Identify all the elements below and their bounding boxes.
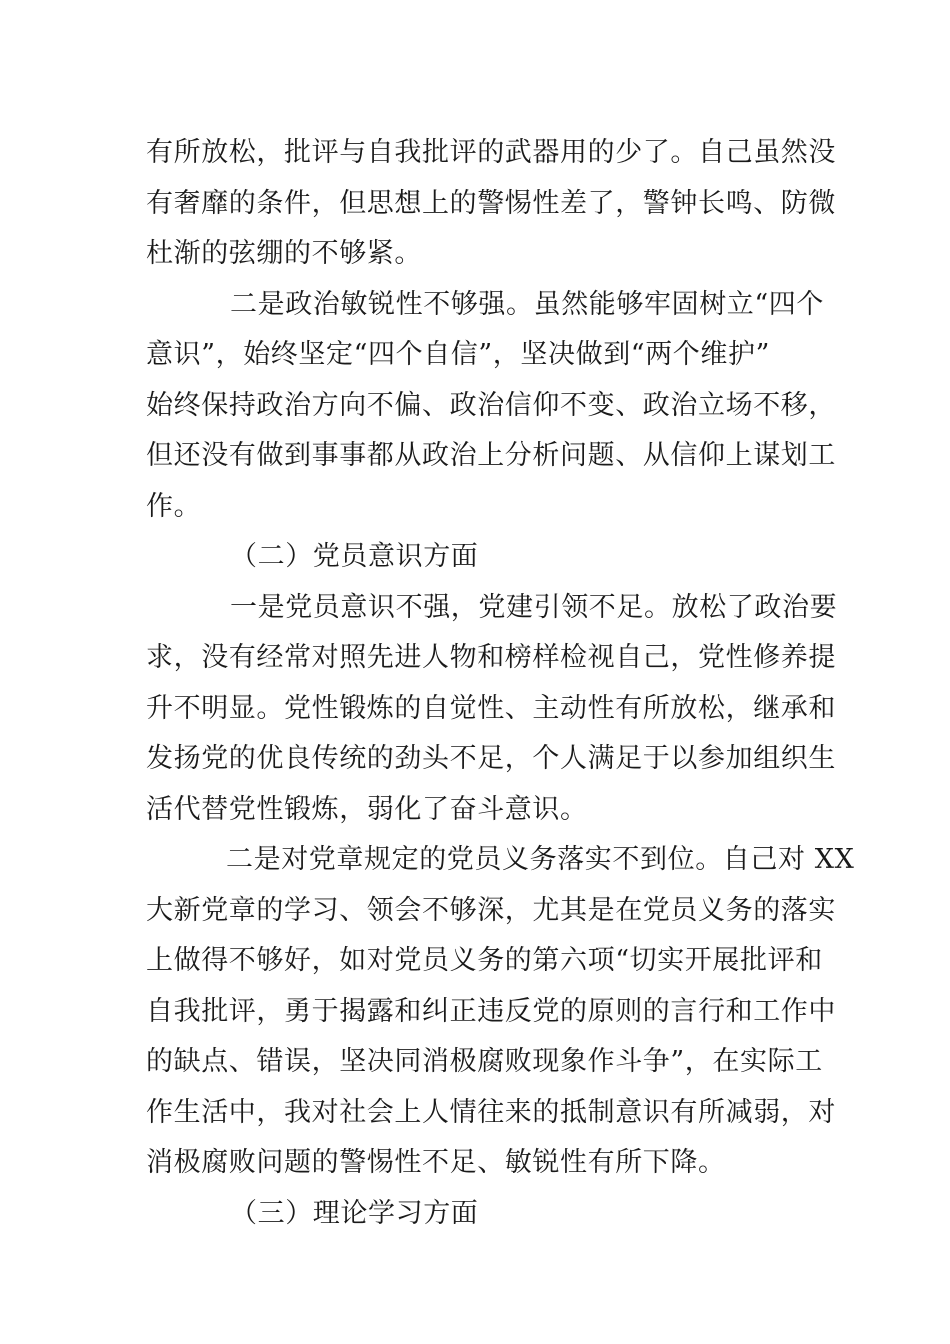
text-line: 但还没有做到事事都从政治上分析问题、从信仰上谋划工 xyxy=(146,440,836,471)
text-line: 有所放松，批评与自我批评的武器用的少了。自己虽然没 xyxy=(146,137,836,168)
text-line: 始终保持政治方向不偏、政治信仰不变、政治立场不移， xyxy=(146,389,836,421)
paragraph-party-duties xyxy=(146,835,855,1189)
text-line: 升不明显。党性锻炼的自觉性、主动性有所放松，继承和 xyxy=(146,692,836,724)
text-line: 自我批评，勇于揭露和纠正违反党的原则的言行和工作中 xyxy=(146,995,836,1027)
paragraph-political-sensitivity xyxy=(146,280,836,533)
text-line: 二是对党章规定的党员义务落实不到位。自己对 XX xyxy=(226,844,855,875)
text-line: 一是党员意识不强，党建引领不足。放松了政治要 xyxy=(230,591,838,623)
text-line: 二是政治敏锐性不够强。虽然能够牢固树立“四个 xyxy=(230,288,825,320)
text-line: 发扬党的优良传统的劲头不足，个人满足于以参加组织生 xyxy=(146,743,836,774)
text-line: 消极腐败问题的警惕性不足、敏锐性有所下降。 xyxy=(146,1147,726,1178)
section-heading-party-awareness xyxy=(146,532,808,583)
text-line: 意识”，始终坚定“四个自信”，坚决做到“两个维护” xyxy=(146,339,771,370)
text-line: 杜渐的弦绷的不够紧。 xyxy=(146,238,422,269)
text-line: 求，没有经常对照先进人物和榜样检视自己，党性修养提 xyxy=(146,642,836,673)
paragraph-party-awareness xyxy=(146,583,838,836)
text-line: 作。 xyxy=(146,490,202,522)
text-line: 上做得不够好，如对党员义务的第六项“切实开展批评和 xyxy=(146,945,823,976)
text-line: 活代替党性锻炼，弱化了奋斗意识。 xyxy=(146,793,588,825)
document-body xyxy=(146,128,855,1239)
section-heading-theory-study xyxy=(146,1189,808,1240)
heading-text: （二）党员意识方面 xyxy=(230,541,479,572)
text-line: 作生活中，我对社会上人情往来的抵制意识有所减弱，对 xyxy=(146,1096,836,1128)
text-line: 大新党章的学习、领会不够深，尤其是在党员义务的落实 xyxy=(146,894,836,926)
text-line: 有奢靡的条件，但思想上的警惕性差了，警钟长鸣、防微 xyxy=(146,187,836,219)
paragraph-continuation xyxy=(146,128,836,280)
heading-text: （三）理论学习方面 xyxy=(230,1197,479,1229)
text-line: 的缺点、错误，坚决同消极腐败现象作斗争”，在实际工 xyxy=(146,1046,823,1077)
